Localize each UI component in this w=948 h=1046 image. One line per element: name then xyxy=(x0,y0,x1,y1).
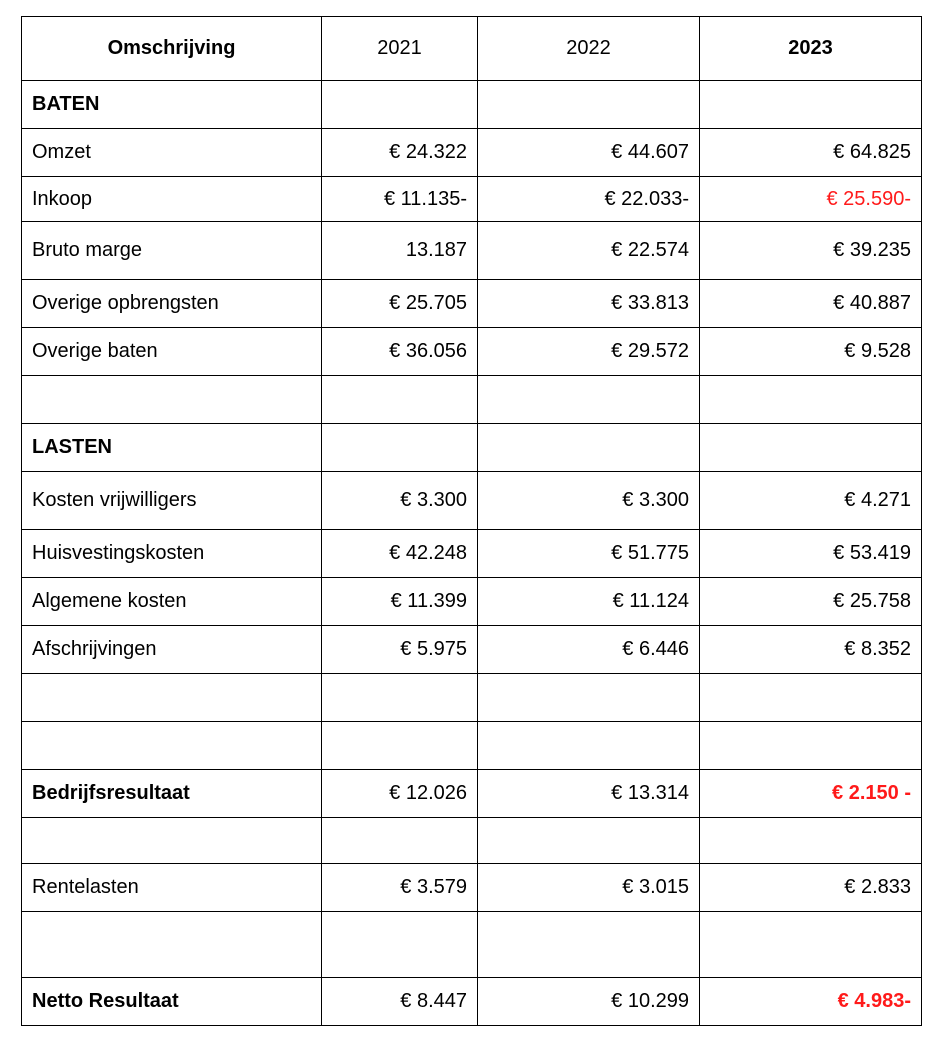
value-2022 xyxy=(478,674,700,722)
value-2022: € 3.300 xyxy=(478,472,700,530)
row-label xyxy=(22,376,322,424)
value-2023: € 39.235 xyxy=(700,222,922,280)
value-2023-negative: € 25.590- xyxy=(700,177,922,222)
header-year-2023: 2023 xyxy=(700,17,922,81)
value-2022: € 33.813 xyxy=(478,280,700,328)
section-row-baten xyxy=(22,81,922,129)
header-description: Omschrijving xyxy=(22,17,322,81)
value-2022: € 11.124 xyxy=(478,578,700,626)
table-row xyxy=(22,864,922,912)
value-2023 xyxy=(700,424,922,472)
row-label: Bruto marge xyxy=(22,222,322,280)
value-2022: € 22.033- xyxy=(478,177,700,222)
value-2023: € 4.271 xyxy=(700,472,922,530)
row-label: Inkoop xyxy=(22,177,322,222)
value-2023: € 9.528 xyxy=(700,328,922,376)
row-label: LASTEN xyxy=(22,424,322,472)
table-row xyxy=(22,530,922,578)
value-2022: € 29.572 xyxy=(478,328,700,376)
value-2021: € 11.135- xyxy=(322,177,478,222)
value-2023-negative: € 2.150 - xyxy=(700,770,922,818)
value-2023 xyxy=(700,722,922,770)
value-2021: € 11.399 xyxy=(322,578,478,626)
row-label: Afschrijvingen xyxy=(22,626,322,674)
value-2022 xyxy=(478,81,700,129)
row-label: Overige baten xyxy=(22,328,322,376)
table-row xyxy=(22,129,922,177)
row-label xyxy=(22,912,322,978)
value-2022: € 3.015 xyxy=(478,864,700,912)
section-row-lasten xyxy=(22,424,922,472)
value-2023: € 53.419 xyxy=(700,530,922,578)
row-label: Rentelasten xyxy=(22,864,322,912)
value-2021: € 42.248 xyxy=(322,530,478,578)
row-label: Algemene kosten xyxy=(22,578,322,626)
table-row xyxy=(22,280,922,328)
value-2021 xyxy=(322,818,478,864)
value-2021: € 25.705 xyxy=(322,280,478,328)
value-2021: € 36.056 xyxy=(322,328,478,376)
value-2022 xyxy=(478,376,700,424)
value-2023 xyxy=(700,912,922,978)
value-2023: € 2.833 xyxy=(700,864,922,912)
row-label: Overige opbrengsten xyxy=(22,280,322,328)
empty-row xyxy=(22,674,922,722)
value-2022: € 51.775 xyxy=(478,530,700,578)
value-2022: € 13.314 xyxy=(478,770,700,818)
table-row xyxy=(22,626,922,674)
empty-row xyxy=(22,818,922,864)
value-2021: € 8.447 xyxy=(322,978,478,1026)
value-2021: 13.187 xyxy=(322,222,478,280)
value-2022 xyxy=(478,722,700,770)
value-2021: € 24.322 xyxy=(322,129,478,177)
row-label: Huisvestingskosten xyxy=(22,530,322,578)
row-label: Kosten vrijwilligers xyxy=(22,472,322,530)
row-label xyxy=(22,674,322,722)
table-row xyxy=(22,472,922,530)
value-2021 xyxy=(322,376,478,424)
table-row xyxy=(22,177,922,222)
header-year-2021: 2021 xyxy=(322,17,478,81)
value-2022: € 22.574 xyxy=(478,222,700,280)
row-label: Bedrijfsresultaat xyxy=(22,770,322,818)
value-2022 xyxy=(478,424,700,472)
table-row xyxy=(22,328,922,376)
row-label: Netto Resultaat xyxy=(22,978,322,1026)
value-2021: € 3.300 xyxy=(322,472,478,530)
row-label: BATEN xyxy=(22,81,322,129)
value-2021: € 5.975 xyxy=(322,626,478,674)
result-row-netto-resultaat xyxy=(22,978,922,1026)
value-2023-negative: € 4.983- xyxy=(700,978,922,1026)
value-2023: € 25.758 xyxy=(700,578,922,626)
value-2022: € 6.446 xyxy=(478,626,700,674)
result-row-bedrijfsresultaat xyxy=(22,770,922,818)
row-label xyxy=(22,722,322,770)
value-2021: € 3.579 xyxy=(322,864,478,912)
value-2023 xyxy=(700,376,922,424)
value-2021 xyxy=(322,722,478,770)
value-2021 xyxy=(322,912,478,978)
value-2021 xyxy=(322,81,478,129)
value-2023 xyxy=(700,674,922,722)
value-2023: € 8.352 xyxy=(700,626,922,674)
value-2022 xyxy=(478,912,700,978)
row-label xyxy=(22,818,322,864)
header-year-2022: 2022 xyxy=(478,17,700,81)
value-2023: € 40.887 xyxy=(700,280,922,328)
value-2022: € 10.299 xyxy=(478,978,700,1026)
row-label: Omzet xyxy=(22,129,322,177)
value-2021: € 12.026 xyxy=(322,770,478,818)
table-row xyxy=(22,222,922,280)
financial-statement-table xyxy=(21,16,922,1026)
value-2023: € 64.825 xyxy=(700,129,922,177)
table-row xyxy=(22,578,922,626)
header-row xyxy=(22,17,922,81)
value-2022: € 44.607 xyxy=(478,129,700,177)
empty-row xyxy=(22,376,922,424)
value-2022 xyxy=(478,818,700,864)
value-2023 xyxy=(700,818,922,864)
empty-row xyxy=(22,722,922,770)
value-2021 xyxy=(322,674,478,722)
value-2023 xyxy=(700,81,922,129)
empty-row xyxy=(22,912,922,978)
value-2021 xyxy=(322,424,478,472)
